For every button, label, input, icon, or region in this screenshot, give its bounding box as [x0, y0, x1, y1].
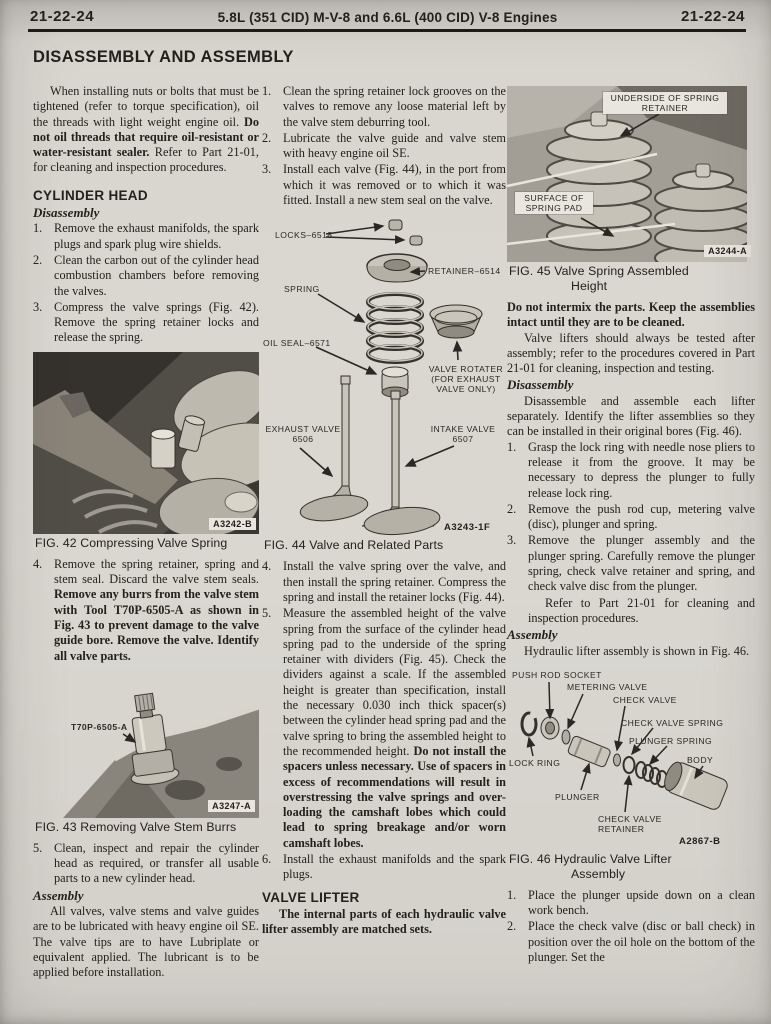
lock-ring-label: LOCK RING [509, 757, 561, 768]
lifter-test-paragraph: Valve lifters should always be tested after assembly; refer to the procedures covered in Part 21-01 for cleaning, inspection and testing. [507, 330, 755, 376]
list-text: Place the check valve (disc or ball check) in position over the oil hole on the bottom of the plunger. Set the [528, 919, 755, 965]
list-number: 2. [507, 919, 517, 934]
valve-stem-burr-tool-drawing [33, 670, 259, 818]
list-text: Place the plunger upside down on a clean work bench. [528, 887, 755, 918]
list-text: Remove the plunger assembly and the plunger spring. Carefully remove the plunger spring, check valve retainer and spring, and check valve disc from the plunger. [528, 533, 755, 594]
list-number: 4. [33, 556, 43, 571]
list-text: Install the valve spring over the valve, and then install the spring retainer. Compress the spring and install the retainer locks (Fig. 44). [283, 559, 506, 604]
figure-44-caption: FIG. 44 Valve and Related Parts [264, 538, 444, 553]
list-item [507, 888, 755, 919]
list-item [33, 221, 259, 252]
check-valve-retainer-label: CHECK VALVE RETAINER [598, 813, 662, 834]
intake-valve-label: INTAKE VALVE 6507 [430, 424, 496, 445]
list-text: Install each valve (Fig. 44), in the port from which it was removed or to which it was fitted. Install a new stem seal on the valve. [283, 162, 506, 208]
check-valve-label: CHECK VALVE [613, 694, 677, 705]
list-text: Remove the push rod cup, metering valve (disc), plunger and spring. [528, 501, 755, 532]
figure-42-photo [33, 352, 259, 534]
subhead-disassembly: Disassembly [33, 205, 100, 221]
list-item [262, 852, 506, 883]
plunger-spring-label: PLUNGER SPRING [629, 735, 713, 746]
item4-bold: Remove any burrs from the valve stem with Tool T70P-6505-A as shown in Fig. 43 to prevent damage to the valve guide bore. Remove the valve. Identify all valve parts. [54, 587, 259, 663]
list-item [33, 300, 259, 346]
list-number: 2. [33, 252, 43, 267]
tool-number-label: T70P-6505-A [71, 721, 128, 732]
list-item [262, 606, 506, 851]
list-number: 1. [33, 221, 43, 236]
intro-paragraph [33, 84, 259, 176]
list-text [54, 557, 259, 664]
figure-45-caption [509, 264, 755, 294]
underside-retainer-label: UNDERSIDE OF SPRING RETAINER [603, 92, 727, 114]
figure-code: A3244-A [704, 245, 751, 257]
list-number: 4. [262, 559, 272, 574]
list-number: 6. [262, 852, 272, 867]
figure-46-caption [509, 852, 755, 882]
page-number-right: 21-22-24 [680, 8, 745, 25]
list-number: 1. [262, 84, 272, 98]
body-label: BODY [687, 754, 714, 765]
item4-normal: Remove the spring retainer, spring and stem seal. Discard the valve stem seals. [54, 556, 259, 587]
retainer-label: RETAINER–6514 [428, 266, 501, 277]
warning-bold: Do not intermix the parts. Keep the assemblies intact until they are to be cleaned. [507, 300, 755, 330]
figure-45-photo [507, 86, 755, 262]
list-item [507, 440, 755, 501]
list-item [262, 131, 506, 162]
list-item [262, 84, 506, 130]
column-left [33, 84, 259, 981]
refer-paragraph: Refer to Part 21-01 for cleaning and inspection procedures. [528, 595, 755, 625]
intro-warning-bold: Do not oil threads that require oil-resistant or water-resistant sealer. [33, 114, 259, 160]
figure-code: A3243-1F [444, 522, 491, 534]
intro-text-rest: Refer to Part 21-01, for cleaning and inspection procedures. [33, 145, 260, 175]
list-text: Install the exhaust manifolds and the spark plugs. [283, 852, 506, 882]
metering-valve-label: METERING VALVE [567, 681, 648, 692]
caption-line-1: FIG. 46 Hydraulic Valve Lifter [509, 851, 672, 866]
list-item [507, 919, 755, 965]
caption-line-1: FIG. 45 Valve Spring Assembled [509, 264, 689, 278]
list-item [507, 533, 755, 594]
valve-lifter-intro [262, 907, 506, 938]
column-middle [262, 84, 506, 938]
assembly-paragraph: All valves, valve stems and valve guides are to be lubricated with heavy engine oil SE. The valve tips are to have Lubriplate or equivalent applied. The lubricant is to be applied before installation. [33, 904, 259, 980]
caption-line-2: Assembly [571, 866, 626, 881]
figure-code: A3242-B [209, 518, 256, 530]
list-text: Lubricate the valve guide and valve stem with heavy engine oil SE. [283, 130, 506, 161]
list-item [507, 502, 755, 533]
header-rule [28, 29, 746, 32]
list-number: 5. [33, 840, 43, 855]
list-item [33, 841, 259, 887]
subhead-disassembly-lifter: Disassembly [507, 377, 574, 393]
lifter-disassembly-paragraph: Disassemble and assemble each lifter separately. Identify the lifter assemblies so they can be installed in their original bores (Fig. 46). [507, 393, 755, 439]
list-item [262, 559, 506, 605]
list-text: Compress the valve springs (Fig. 42). Remove the spring retainer locks and release the spring. [54, 299, 259, 345]
figure-42-caption: FIG. 42 Compressing Valve Spring [35, 535, 228, 550]
list-text: Clean the carbon out of the cylinder head combustion chambers before removing the valves. [54, 252, 259, 298]
section-cylinder-head: CYLINDER HEAD [33, 187, 148, 203]
list-number: 5. [262, 606, 272, 621]
plunger-label: PLUNGER [555, 791, 600, 802]
locks-label: LOCKS–6518 [275, 230, 333, 241]
warning-paragraph [507, 300, 755, 331]
list-text: Clean the spring retainer lock grooves on the valves to remove any loose material left by the valve stem deburring tool. [283, 84, 506, 129]
valve-lifter-intro-bold: The internal parts of each hydraulic valve lifter assembly are matched sets. [262, 906, 506, 937]
list-text: Grasp the lock ring with needle nose pliers to release it from the groove. It may be necessary to depress the plunger to fully release lock ring. [528, 439, 755, 500]
list-text: Clean, inspect and repair the cylinder head as required, or transfer all usable parts to a new cylinder head. [54, 840, 259, 886]
check-valve-spring-label: CHECK VALVE SPRING [621, 717, 724, 728]
figure-43-caption: FIG. 43 Removing Valve Stem Burrs [35, 819, 237, 834]
page-header [30, 6, 745, 28]
list-item [262, 162, 506, 208]
figure-code: A3247-A [208, 800, 255, 812]
list-number: 3. [507, 533, 517, 548]
list-number: 2. [262, 130, 272, 145]
valve-rotator-label: VALVE ROTATER (FOR EXHAUST VALVE ONLY) [428, 364, 504, 395]
page-title: DISASSEMBLY AND ASSEMBLY [33, 48, 294, 66]
header-title: 5.8L (351 CID) M-V-8 and 6.6L (400 CID) V-8 Engines [217, 10, 558, 25]
subhead-assembly: Assembly [33, 887, 84, 903]
caption-line-2: Height [571, 279, 608, 293]
column-right [507, 86, 755, 966]
page-number-left: 21-22-24 [30, 8, 95, 25]
figure-43-drawing [33, 670, 259, 818]
lifter-assembly-paragraph: Hydraulic lifter assembly is shown in Fig. 46. [524, 643, 750, 658]
list-text [283, 606, 506, 851]
list-number: 3. [33, 299, 43, 314]
list-item [33, 557, 259, 664]
oil-seal-label: OIL SEAL–6571 [263, 338, 331, 349]
list-number: 2. [507, 501, 517, 516]
list-text: Remove the exhaust manifolds, the spark plugs and spark plug wire shields. [54, 221, 259, 251]
intro-text: When installing nuts or bolts that must be tightened (refer to torque specification), oil the threads with light weight engine oil. [33, 84, 259, 129]
figure-code: A2867-B [679, 835, 721, 847]
list-number: 3. [262, 162, 272, 177]
figure-44-diagram [262, 214, 506, 536]
item5-normal: Measure the assembled height of the valve spring from the surface of the cylinder head spring pad to the underside of the spring retainer with dividers (Fig. 45). Check the dividers against a scale. If the assembled height is greater than specification, install the necessary 0.030 inch thick spacer(s) between the cylinder head spring pad and the valve spring to bring the assembled height to the recommended height. [283, 606, 506, 758]
subhead-assembly-lifter: Assembly [507, 627, 558, 643]
spring-label: SPRING [284, 284, 320, 295]
list-number: 1. [507, 439, 517, 454]
section-valve-lifter: VALVE LIFTER [262, 889, 360, 905]
list-number: 1. [507, 887, 517, 902]
list-item [33, 253, 259, 299]
figure-46-diagram [507, 662, 755, 850]
exhaust-valve-label: EXHAUST VALVE 6506 [265, 424, 341, 445]
push-rod-socket-label: PUSH ROD SOCKET [512, 669, 602, 680]
item5-bold: Do not install the spacers unless necessary. Use of spacers in excess of recommendations will result in overstressing the valve springs and over-loading the camshaft lobes which could lead to spring breakage and/or worn camshaft lobes. [283, 743, 506, 850]
valve-spring-compress-photo [33, 352, 259, 534]
surface-spring-pad-label: SURFACE OF SPRING PAD [515, 192, 593, 214]
